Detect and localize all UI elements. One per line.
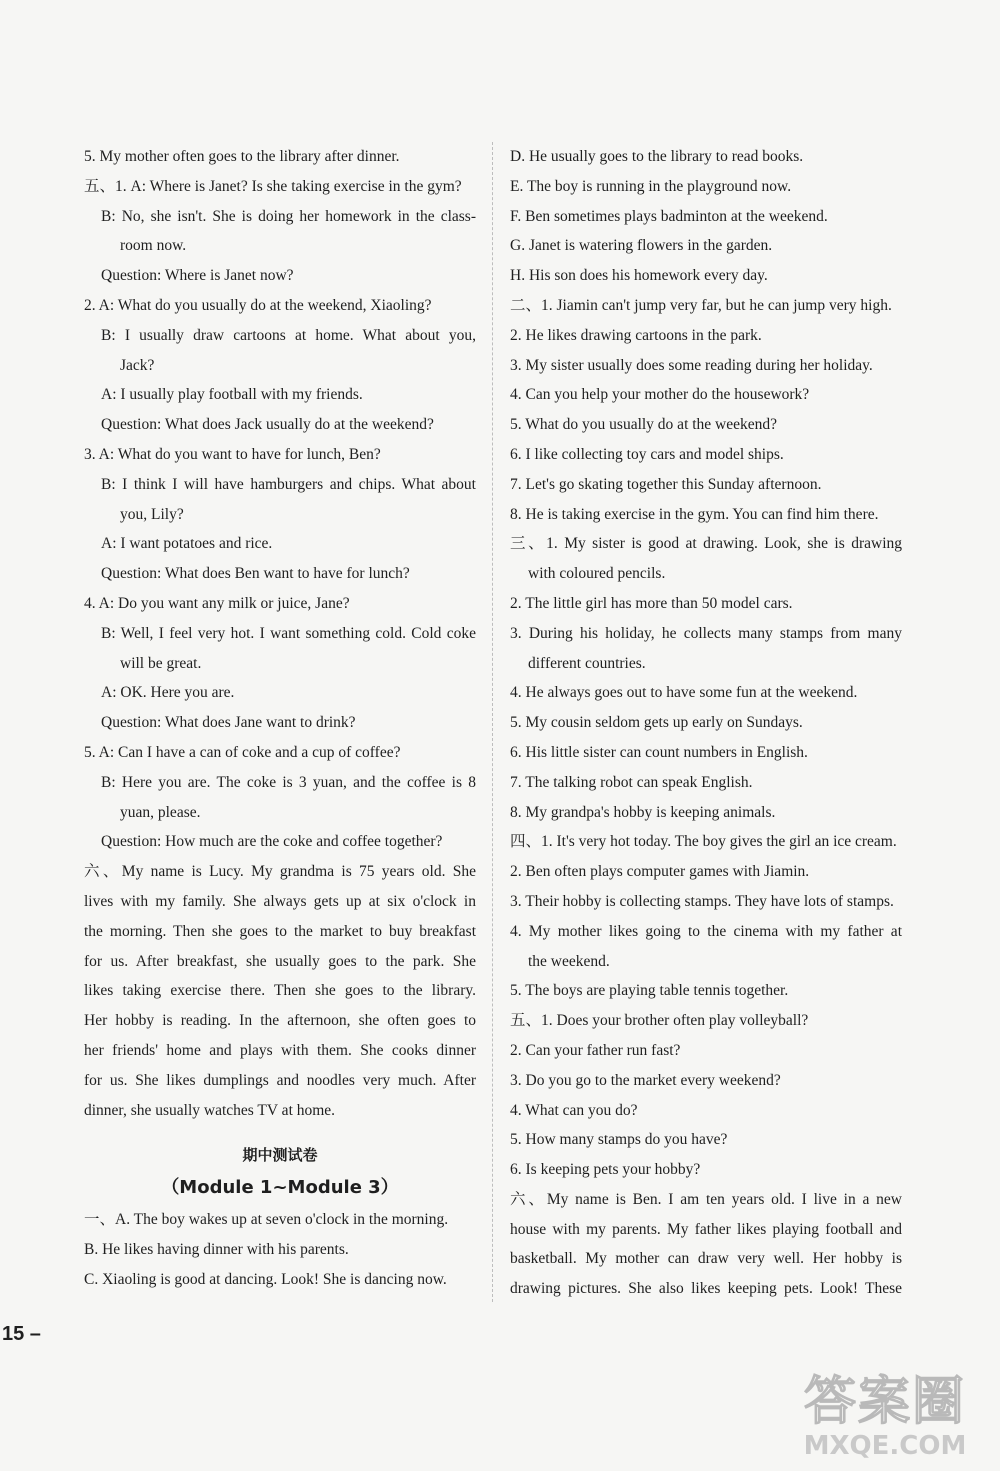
answer-line: the weekend.	[528, 952, 610, 970]
watermark-logo-text: 答案圈	[803, 1372, 966, 1432]
answer-line: 6. Is keeping pets your hobby?	[510, 1161, 701, 1179]
answer-line: dinner, she usually watches TV at home.	[84, 1101, 336, 1119]
answer-line: B: I usually draw cartoons at home. What about you,	[101, 326, 476, 344]
answer-line: 4. What can you do?	[510, 1101, 638, 1119]
answer-line: 4. My mother likes going to the cinema with my father at	[510, 922, 902, 940]
answer-line: 六、My name is Ben. I am ten years old. I live in a new	[510, 1190, 902, 1208]
answer-line: B: Here you are. The coke is 3 yuan, and the coffee is 8	[101, 773, 476, 791]
column-divider	[492, 142, 493, 1302]
answer-line: 5. How many stamps do you have?	[510, 1131, 728, 1149]
answer-line: drawing pictures. She also likes keeping pets. Look! These	[510, 1280, 902, 1298]
page-number: 15 –	[2, 1323, 41, 1345]
answer-line: her friends' home and plays with them. She cooks dinner	[84, 1041, 476, 1059]
answer-line: with coloured pencils.	[528, 565, 666, 583]
answer-line: B: Well, I feel very hot. I want something cold. Cold coke	[101, 624, 476, 642]
answer-line: yuan, please.	[120, 803, 201, 821]
answer-line: 4. A: Do you want any milk or juice, Jane?	[84, 594, 350, 612]
answer-line: 4. He always goes out to have some fun at the weekend.	[510, 684, 858, 702]
answer-line: 6. I like collecting toy cars and model ships.	[510, 445, 784, 463]
answer-line: 6. His little sister can count numbers in English.	[510, 743, 808, 761]
answer-line: A: I usually play football with my friends.	[101, 386, 363, 404]
answer-line: Question: How much are the coke and coffee together?	[101, 833, 443, 851]
answer-line: 8. My grandpa's hobby is keeping animals.	[510, 803, 776, 821]
midterm-title: 期中测试卷	[242, 1146, 318, 1165]
answer-line: Her hobby is reading. In the afternoon, she often goes to	[84, 1012, 476, 1030]
answer-line: lives with my family. She always gets up at six o'clock in	[84, 892, 476, 910]
answer-line: 3. My sister usually does some reading during her holiday.	[510, 356, 873, 374]
answer-line: 7. The talking robot can speak English.	[510, 773, 753, 791]
answer-line: 3. Their hobby is collecting stamps. They have lots of stamps.	[510, 892, 894, 910]
answer-line: E. The boy is running in the playground now.	[510, 177, 792, 195]
left-answer-lines	[84, 142, 476, 1125]
answer-line: will be great.	[120, 654, 202, 672]
answer-line: G. Janet is watering flowers in the garden.	[510, 237, 773, 255]
answer-line: 三、1. My sister is good at drawing. Look, she is drawing	[510, 535, 902, 553]
answer-line: 2. Can your father run fast?	[510, 1041, 681, 1059]
answer-line: 五、1. A: Where is Janet? Is she taking exercise in the gym?	[84, 177, 462, 195]
answer-line: 一、A. The boy wakes up at seven o'clock in the morning.	[84, 1211, 449, 1229]
answer-line: B. He likes having dinner with his parents.	[84, 1241, 349, 1259]
answer-line: A: I want potatoes and rice.	[101, 535, 273, 553]
answer-line: C. Xiaoling is good at dancing. Look! She is dancing now.	[84, 1270, 447, 1288]
answer-line: 六、My name is Lucy. My grandma is 75 years old. She	[84, 863, 476, 881]
answer-line: for us. After breakfast, she usually goes to the park. She	[84, 952, 476, 970]
answer-line: B: No, she isn't. She is doing her homework in the class-	[101, 207, 476, 225]
answer-line: 5. My mother often goes to the library after dinner.	[84, 148, 400, 165]
answer-line: 5. What do you usually do at the weekend?	[510, 416, 778, 434]
answer-line: Question: Where is Janet now?	[101, 267, 294, 285]
answer-line: Question: What does Jane want to drink?	[101, 714, 356, 732]
answer-line: H. His son does his homework every day.	[510, 267, 768, 285]
answer-line: the morning. Then she goes to the market to buy breakfast	[84, 922, 476, 940]
answer-line: D. He usually goes to the library to read books.	[510, 148, 804, 165]
answer-line: F. Ben sometimes plays badminton at the weekend.	[510, 207, 828, 225]
answer-line: A: OK. Here you are.	[101, 684, 235, 702]
answer-line: 五、1. Does your brother often play volleyball?	[510, 1012, 809, 1030]
midterm-subtitle: （Module 1~Module 3）	[161, 1177, 399, 1199]
answer-line: 5. My cousin seldom gets up early on Sundays.	[510, 714, 803, 732]
answer-line: 7. Let's go skating together this Sunday afternoon.	[510, 475, 822, 493]
answer-line: 二、1. Jiamin can't jump very far, but he can jump very high.	[510, 296, 892, 314]
answer-line: Question: What does Ben want to have for lunch?	[101, 565, 410, 583]
answer-line: likes taking exercise there. Then she goes to the library.	[84, 982, 476, 1000]
answer-line: basketball. My mother can draw very well. Her hobby is	[510, 1250, 902, 1268]
answer-line: Jack?	[120, 356, 155, 374]
right-answer-lines	[510, 142, 902, 1304]
answer-line: 8. He is taking exercise in the gym. You can find him there.	[510, 505, 879, 523]
answer-line: different countries.	[528, 654, 646, 672]
answer-line: 3. During his holiday, he collects many stamps from many	[510, 624, 902, 642]
answer-line: Question: What does Jack usually do at the weekend?	[101, 416, 434, 434]
watermark-url: MXQE.COM	[803, 1431, 967, 1461]
left-column	[84, 142, 476, 1295]
answer-line: 2. He likes drawing cartoons in the park.	[510, 326, 762, 344]
answer-line: room now.	[120, 237, 187, 255]
answer-line: 5. The boys are playing table tennis together.	[510, 982, 789, 1000]
answer-line: B: I think I will have hamburgers and chips. What about	[101, 475, 476, 493]
answer-line: 四、1. It's very hot today. The boy gives the girl an ice cream.	[510, 833, 897, 851]
answer-line: 3. Do you go to the market every weekend?	[510, 1071, 781, 1089]
right-column	[510, 142, 902, 1304]
answer-line: you, Lily?	[120, 505, 184, 523]
answer-line: 2. Ben often plays computer games with Jiamin.	[510, 863, 810, 881]
watermark-logo	[790, 1372, 980, 1467]
answer-line: 3. A: What do you want to have for lunch, Ben?	[84, 445, 381, 463]
answer-line: 4. Can you help your mother do the housework?	[510, 386, 810, 404]
answer-line: 2. A: What do you usually do at the weekend, Xiaoling?	[84, 296, 432, 314]
answer-line: 5. A: Can I have a can of coke and a cup of coffee?	[84, 743, 401, 761]
answer-line: house with my parents. My father likes playing football and	[510, 1220, 902, 1238]
answer-line: for us. She likes dumplings and noodles very much. After	[84, 1071, 476, 1089]
midterm-answer-lines	[84, 1205, 476, 1294]
answer-line: 2. The little girl has more than 50 model cars.	[510, 594, 793, 612]
